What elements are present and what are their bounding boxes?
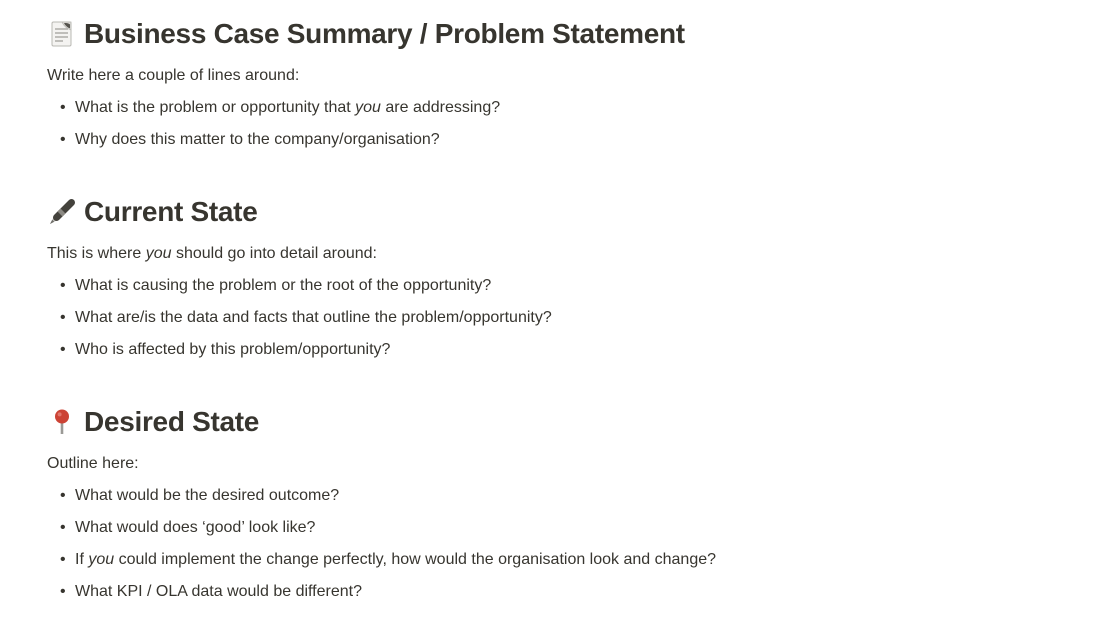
intro-paragraph: Outline here: [47, 455, 139, 472]
section-heading [47, 14, 1072, 54]
section-title: Desired State [84, 406, 260, 437]
list-item: • Who is affected by this problem/opportunity? [47, 338, 1072, 362]
pen-icon [47, 197, 77, 227]
list-item: • If you could implement the change perfectly, how would the organisation look and change? [47, 548, 1072, 572]
section-desired-state [47, 402, 1072, 604]
list-item: • What is causing the problem or the root of the opportunity? [47, 274, 1072, 298]
bullet-list [47, 96, 1072, 152]
intro-paragraph: This is where you should go into detail around: [47, 245, 377, 262]
section-business-case-summary [47, 14, 1072, 152]
page-with-curl-icon [47, 19, 77, 49]
section-current-state [47, 192, 1072, 362]
section-heading [47, 192, 1072, 232]
list-item: • What would does ‘good’ look like? [47, 516, 1072, 540]
round-pushpin-icon [47, 407, 77, 437]
section-heading [47, 402, 1072, 442]
list-item: • What is the problem or opportunity that you are addressing? [47, 96, 1072, 120]
intro-paragraph: Write here a couple of lines around: [47, 67, 300, 84]
list-item: • What are/is the data and facts that outline the problem/opportunity? [47, 306, 1072, 330]
section-title: Business Case Summary / Problem Statement [84, 18, 685, 49]
list-item: • Why does this matter to the company/organisation? [47, 128, 1072, 152]
section-title: Current State [84, 196, 258, 227]
bullet-list [47, 484, 1072, 604]
list-item: • What would be the desired outcome? [47, 484, 1072, 508]
bullet-list [47, 274, 1072, 362]
list-item: • What KPI / OLA data would be different? [47, 580, 1072, 604]
